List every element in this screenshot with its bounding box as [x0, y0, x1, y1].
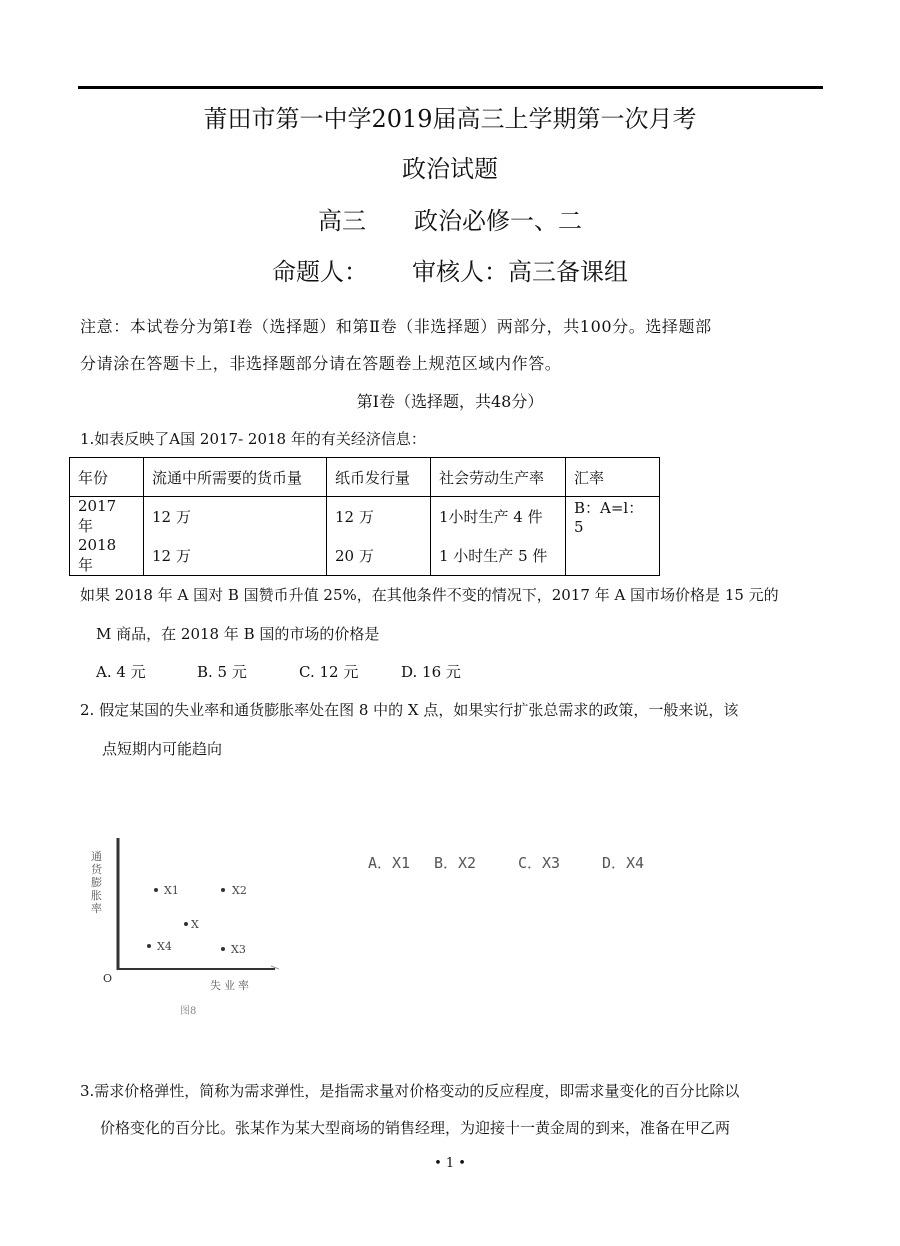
- question-1-text-2: M 商品，在 2018 年 B 国的市场的价格是: [96, 625, 380, 643]
- point-label: X3: [231, 943, 246, 956]
- table-header-cell: 汇率: [566, 458, 660, 497]
- table-header-cell: 流通中所需要的货币量: [144, 458, 327, 497]
- authors-line: [0, 252, 900, 287]
- section-title: 第Ⅰ卷（选择题，共48分）: [356, 392, 544, 411]
- table-cell: 2017 年: [70, 497, 144, 537]
- question-2-text-1: 2. 假定某国的失业率和通货膨胀率处在图 8 中的 X 点，如果实行扩张总需求的政策，一般来说，该: [80, 701, 739, 719]
- author-label: 命题人：: [272, 258, 368, 286]
- option-a: A．X1: [368, 854, 411, 872]
- y-axis-label-char: 胀: [91, 889, 102, 902]
- table-cell: B：A=l：5: [566, 497, 660, 537]
- table-header-cell: 社会劳动生产率: [431, 458, 566, 497]
- point-x: [184, 922, 188, 926]
- option-b: B. 5 元: [197, 663, 247, 681]
- point-x4: [147, 944, 151, 948]
- table-cell: 1小时生产 4 件: [431, 497, 566, 537]
- page-number: • 1 •: [434, 1156, 466, 1171]
- table-row: [70, 497, 660, 537]
- table-header-cell: 纸币发行量: [327, 458, 431, 497]
- question-3-text-1: 3.需求价格弹性，简称为需求弹性，是指需求量对价格变动的反应程度，即需求量变化的百分比除以: [80, 1082, 740, 1100]
- origin-label: O: [103, 972, 113, 985]
- figure-caption: 图8: [180, 1006, 197, 1017]
- question-3-text-2: 价格变化的百分比。张某作为某大型商场的销售经理，为迎接十一黄金周的到来，准备在甲乙两: [100, 1119, 731, 1137]
- point-label: X: [191, 918, 199, 931]
- question-2-text-2: 点短期内可能趋向: [102, 740, 223, 758]
- point-label: X1: [164, 884, 179, 897]
- economic-info-table: [69, 457, 660, 576]
- point-x1: [154, 888, 158, 892]
- question-1-text-1: 如果 2018 年 A 国对 B 国赞币升值 25%，在其他条件不变的情况下，2017 年 A 国市场价格是 15 元的: [80, 586, 779, 604]
- option-b: B．X2: [434, 854, 477, 872]
- y-axis-label-char: 膨: [91, 876, 102, 889]
- table-cell: 12 万: [327, 497, 431, 537]
- table-cell: 2018 年: [70, 536, 144, 576]
- option-a: A. 4 元: [96, 663, 146, 681]
- grade-label: 高三: [318, 207, 366, 235]
- figure-8-graph: [85, 832, 295, 1022]
- question-1-stem: 1.如表反映了A国 2017- 2018 年的有关经济信息：: [80, 430, 426, 448]
- y-axis-label-char: 货: [91, 863, 102, 876]
- grade-course: [0, 201, 900, 236]
- table-cell: 1 小时生产 5 件: [431, 536, 566, 576]
- y-axis-label-char: 通: [91, 850, 102, 863]
- exam-title: 莆田市第一中学2019届高三上学期第一次月考: [203, 105, 697, 133]
- table-cell: [566, 536, 660, 576]
- question-1-options: [96, 661, 461, 682]
- x-axis-label: 失业率: [210, 979, 252, 992]
- question-2-options: [368, 852, 644, 873]
- option-c: C．X3: [518, 854, 561, 872]
- exam-subtitle: 政治试题: [402, 155, 498, 183]
- top-rule: [78, 86, 823, 89]
- table-header-row: [70, 458, 660, 497]
- course-label: 政治必修一、二: [414, 207, 582, 235]
- point-x3: [221, 947, 225, 951]
- notice-line-1: 注意：本试卷分为第Ⅰ卷（选择题）和第Ⅱ卷（非选择题）两部分，共100分。选择题部: [80, 317, 712, 336]
- point-label: X4: [157, 940, 172, 953]
- table-cell: 12 万: [144, 497, 327, 537]
- point-label: X2: [232, 884, 247, 897]
- table-header-cell: 年份: [70, 458, 144, 497]
- table-cell: 12 万: [144, 536, 327, 576]
- option-d: D. 16 元: [401, 663, 461, 681]
- table-row: [70, 536, 660, 576]
- notice-line-2: 分请涂在答题卡上，非选择题部分请在答题卷上规范区域内作答。: [80, 354, 562, 373]
- option-d: D．X4: [602, 854, 645, 872]
- reviewer-label: 审核人：高三备课组: [412, 258, 628, 286]
- y-axis-label-char: 率: [91, 902, 102, 915]
- point-x2: [221, 888, 225, 892]
- option-c: C. 12 元: [299, 663, 359, 681]
- table-cell: 20 万: [327, 536, 431, 576]
